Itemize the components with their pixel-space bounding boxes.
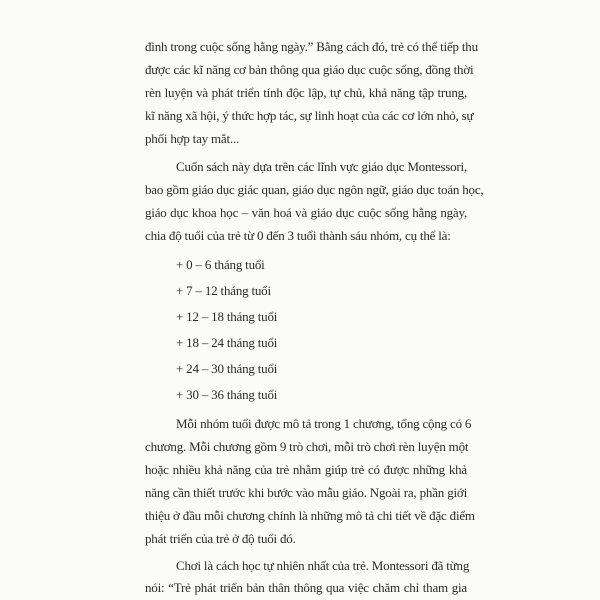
text-line: bao gồm giáo dục giác quan, giáo dục ngôn ngữ, giáo dục toán học, [145, 182, 484, 197]
age-group-item: + 0 – 6 tháng tuổi [176, 257, 265, 272]
text-line: chia độ tuổi của trẻ từ 0 đến 3 tuổi thành sáu nhóm, cụ thể là: [145, 228, 451, 243]
text-line: hoặc nhiều khả năng của trẻ nhằm giúp trẻ có được những khả [145, 462, 467, 477]
text-line: Chơi là cách học tự nhiên nhất của trẻ. Montessori đã từng [176, 558, 470, 573]
text-line: kĩ năng xã hội, ý thức hợp tác, sự linh hoạt của các cơ lớn nhỏ, sự [145, 108, 474, 123]
text-line: được các kĩ năng cơ bản thông qua giáo dục cuộc sống, đồng thời [145, 62, 474, 77]
age-group-item: + 30 – 36 tháng tuổi [176, 387, 278, 402]
text-line: Cuốn sách này dựa trên các lĩnh vực giáo dục Montessori, [176, 159, 467, 174]
age-group-item: + 24 – 30 tháng tuổi [176, 361, 278, 376]
text-line: đình trong cuộc sống hằng ngày.” Bằng cách đó, trẻ có thể tiếp thu [145, 39, 478, 54]
age-group-item: + 7 – 12 tháng tuổi [176, 283, 271, 298]
text-line: Mỗi nhóm tuổi được mô tả trong 1 chương, tổng cộng có 6 [176, 416, 472, 431]
text-line: chương. Mỗi chương gồm 9 trò chơi, mỗi trò chơi rèn luyện một [145, 439, 469, 454]
age-group-item: + 12 – 18 tháng tuổi [176, 309, 278, 324]
age-group-item: + 18 – 24 tháng tuổi [176, 335, 278, 350]
text-line: thiệu ở đầu mỗi chương chính là những mô tả chi tiết về đặc điểm [145, 508, 475, 523]
text-line: phát triển của trẻ ở độ tuổi đó. [145, 531, 296, 546]
text-line: giáo dục khoa học – văn hoá và giáo dục cuộc sống hằng ngày, [145, 205, 467, 220]
text-line: rèn luyện và phát triển tính độc lập, tự chủ, khả năng tập trung, [145, 85, 467, 100]
text-line: năng cần thiết trước khi bước vào mẫu giáo. Ngoài ra, phần giới [145, 485, 467, 500]
text-line: nói: “Trẻ phát triển bản thân thông qua việc chăm chỉ tham gia [145, 580, 467, 595]
text-line: phối hợp tay mắt... [145, 131, 240, 146]
